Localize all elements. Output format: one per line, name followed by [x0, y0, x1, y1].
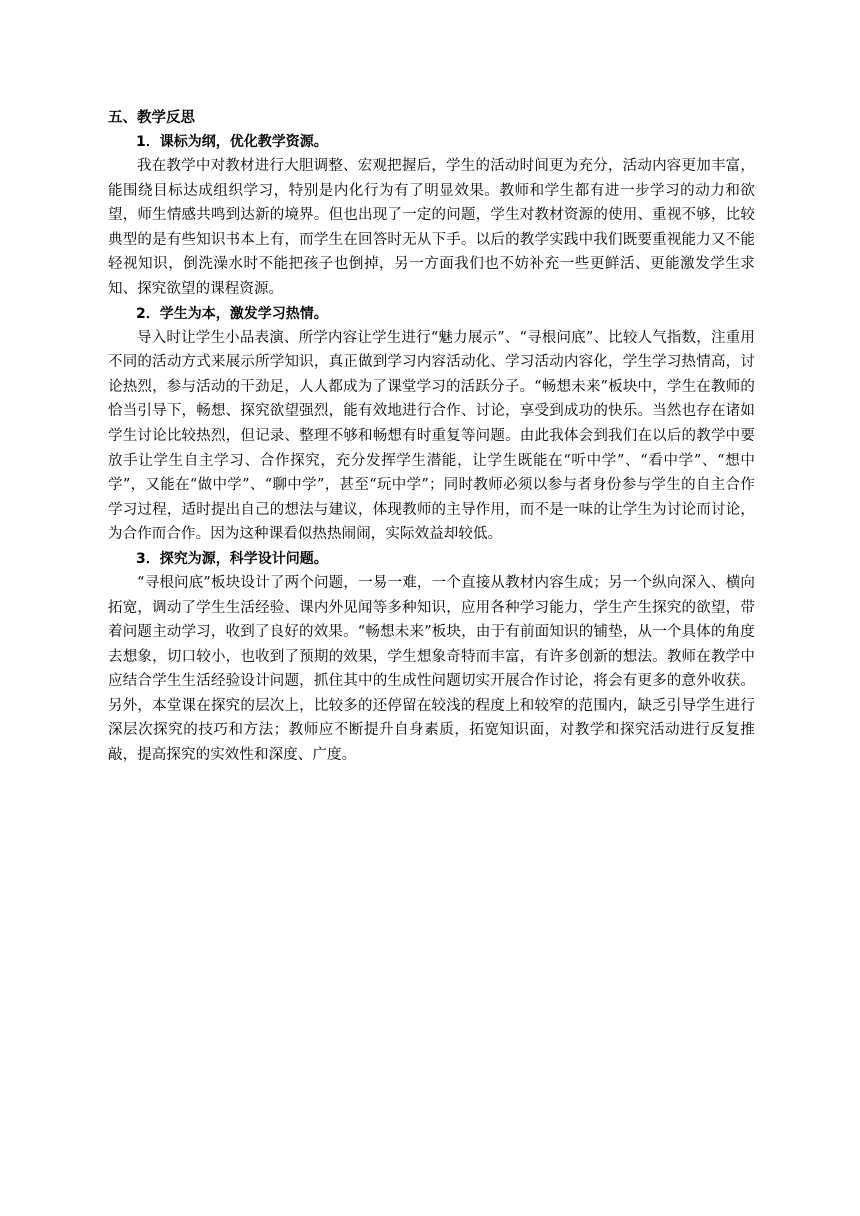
item-heading: 2．学生为本，激发学习热情。 — [136, 305, 328, 322]
reflection-item-1 — [108, 130, 755, 302]
item-body: 导入时让学生小品表演、所学内容让学生进行“魅力展示”、“寻根问底”、比较人气指数，注重用不同的活动方式来展示所学知识，真正做到学习内容活动化、学习活动内容化，学生学习热情高，讨论热烈，参与活动的干劲足，人人都成为了课堂学习的活跃分子。“畅想未来”板块中，学生在教师的恰当引导下，畅想、探究欲望强烈，能有效地进行合作、讨论，享受到成功的快乐。当然也存在诸如学生讨论比较热烈，但记录、整理不够和畅想有时重复等问题。由此我体会到我们在以后的教学中要放手让学生自主学习、合作探究，充分发挥学生潜能，让学生既能在“听中学”、“看中学”、“想中学”，又能在“做中学”、“聊中学”，甚至“玩中学”；同时教师必须以参与者身份参与学生的自主合作学习过程，适时提出自己的想法与建议，体现教师的主导作用，而不是一味的让学生为讨论而讨论，为合作而合作。因为这种课看似热热闹闹，实际效益却较低。 — [108, 329, 755, 543]
item-heading: 1．课标为纲，优化教学资源。 — [136, 134, 328, 150]
section-title: 五、教学反思 — [108, 110, 195, 126]
document-content — [108, 106, 755, 768]
reflection-item-2 — [108, 302, 755, 547]
reflection-item-3 — [108, 547, 755, 768]
item-body: 我在教学中对教材进行大胆调整、宏观把握后，学生的活动时间更为充分，活动内容更加丰富，能围绕目标达成组织学习，特别是内化行为有了明显效果。教师和学生都有进一步学习的动力和欲望，师生情感共鸣到达新的境界。但也出现了一定的问题，学生对教材资源的使用、重视不够，比较典型的是有些知识书本上有，而学生在回答时无从下手。以后的教学实践中我们既要重视能力又不能轻视知识，倒洗澡水时不能把孩子也倒掉，另一方面我们也不妨补充一些更鲜活、更能激发学生求知、探究欲望的课程资源。 — [108, 158, 755, 297]
item-body: “寻根问底”板块设计了两个问题，一易一难，一个直接从教材内容生成；另一个纵向深入、横向拓宽，调动了学生生活经验、课内外见闻等多种知识，应用各种学习能力，学生产生探究的欲望，带着问题主动学习，收到了良好的效果。“畅想未来”板块，由于有前面知识的铺垫，从一个具体的角度去想象，切口较小，也收到了预期的效果，学生想象奇特而丰富，有许多创新的想法。教师在教学中应结合学生生活经验设计问题，抓住其中的生成性问题切实开展合作讨论，将会有更多的意外收获。另外，本堂课在探究的层次上，比较多的还停留在较浅的程度上和较窄的范围内，缺乏引导学生进行深层次探究的技巧和方法；教师应不断提升自身素质，拓宽知识面，对教学和探究活动进行反复推敲，提高探究的实效性和深度、广度。 — [108, 574, 755, 764]
item-heading: 3．探究为源，科学设计问题。 — [136, 550, 328, 567]
